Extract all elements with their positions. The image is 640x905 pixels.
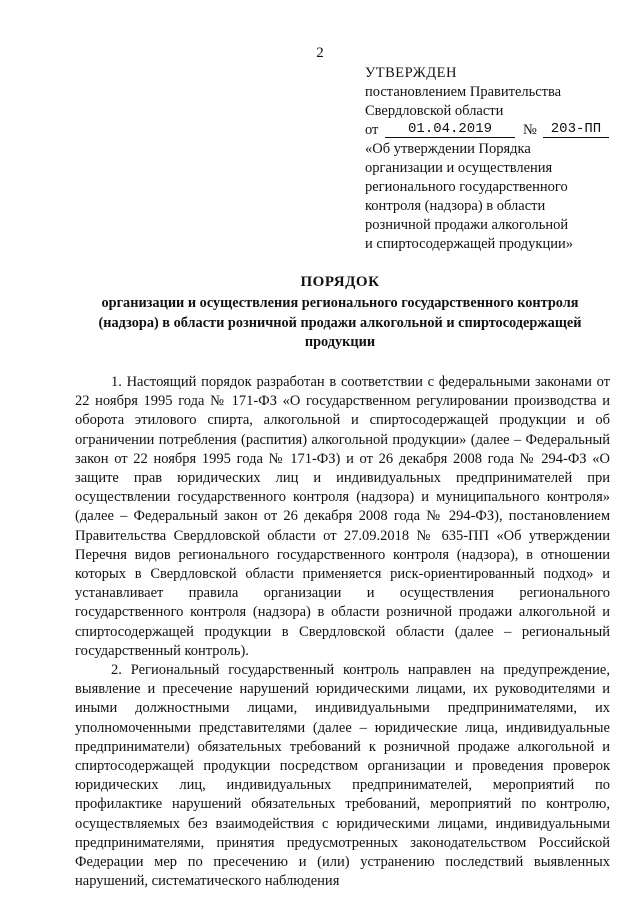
resolution-line: регионального государственного	[365, 179, 568, 195]
resolution-line: розничной продажи алкогольной	[365, 217, 569, 233]
resolution-line: и спиртосодержащей продукции»	[365, 236, 573, 252]
paragraph-2: 2. Региональный государственный контроль направлен на предупреждение, выявление и пресечение нарушений юридическими лицами, их руководителями и иными должностными лицами, индивидуальными предпринимателями, их уполномоченными представителями (далее – юридические лица, индивидуальные предприниматели) обязательных требований к розничной продаже алкогольной и спиртосодержащей продукции посредством организации и проведения проверок юридических лиц, индивидуальных предпринимателей, мероприятий по профилактике нарушений обязательных требований, мероприятий по контролю, осуществляемых без взаимодействия с юридическими лицами, индивидуальными предпринимателями, принятия предусмотренных законодательством Российской Федерации мер по пресечению и (или) устранению последствий выявленных нарушений, систематического наблюдения	[75, 662, 610, 890]
document-subtitle: организации и осуществления регионального государственного контроля (надзора) в области розничной продажи алкогольной и спиртосодержащей продукции	[98, 295, 582, 350]
approval-date-number-line	[365, 121, 610, 140]
approval-line-1: постановлением Правительства	[365, 84, 562, 100]
resolution-line: «Об утверждении Порядка	[365, 141, 531, 157]
page-number: 2	[316, 45, 324, 61]
paragraph-1: 1. Настоящий порядок разработан в соответствии с федеральными законами от 22 ноября 1995 года № 171-ФЗ «О государственном регулировании производства и оборота этилового спирта, алкогольной и спиртосодержащей продукции и об ограничении потребления (распития) алкогольной продукции» (далее – Федеральный закон от 22 ноября 1995 года № 171-ФЗ) и от 26 декабря 2008 года № 294-ФЗ «О защите прав юридических лиц и индивидуальных предпринимателей при осуществлении государственного контроля (надзора) и муниципального контроля» (далее – Федеральный закон от 26 декабря 2008 года № 294-ФЗ), постановлением Правительства Свердловской области от 27.09.2018 № 635-ПП «Об утверждении Перечня видов регионального государственного контроля (надзора), в отношении которых в Свердловской области применяется риск-ориентированный подход» и устанавливает правила организации и осуществления регионального государственного контроля (надзора) в области розничной продажи алкогольной и спиртосодержащей продукции в Свердловской области (далее – региональный государственный контроль).	[75, 374, 610, 659]
approved-label: УТВЕРЖДЕН	[365, 65, 457, 81]
approval-date: 01.04.2019	[385, 121, 515, 138]
approval-number: 203-ПП	[543, 121, 609, 138]
resolution-line: организации и осуществления	[365, 160, 553, 176]
document-title: ПОРЯДОК	[300, 274, 380, 290]
document-body	[75, 373, 610, 891]
resolution-line: контроля (надзора) в области	[365, 198, 546, 214]
number-sign: №	[523, 122, 537, 138]
approval-line-2: Свердловской области	[365, 103, 504, 119]
approval-block	[365, 64, 610, 254]
document-heading	[70, 272, 610, 353]
from-label: от	[365, 122, 379, 138]
